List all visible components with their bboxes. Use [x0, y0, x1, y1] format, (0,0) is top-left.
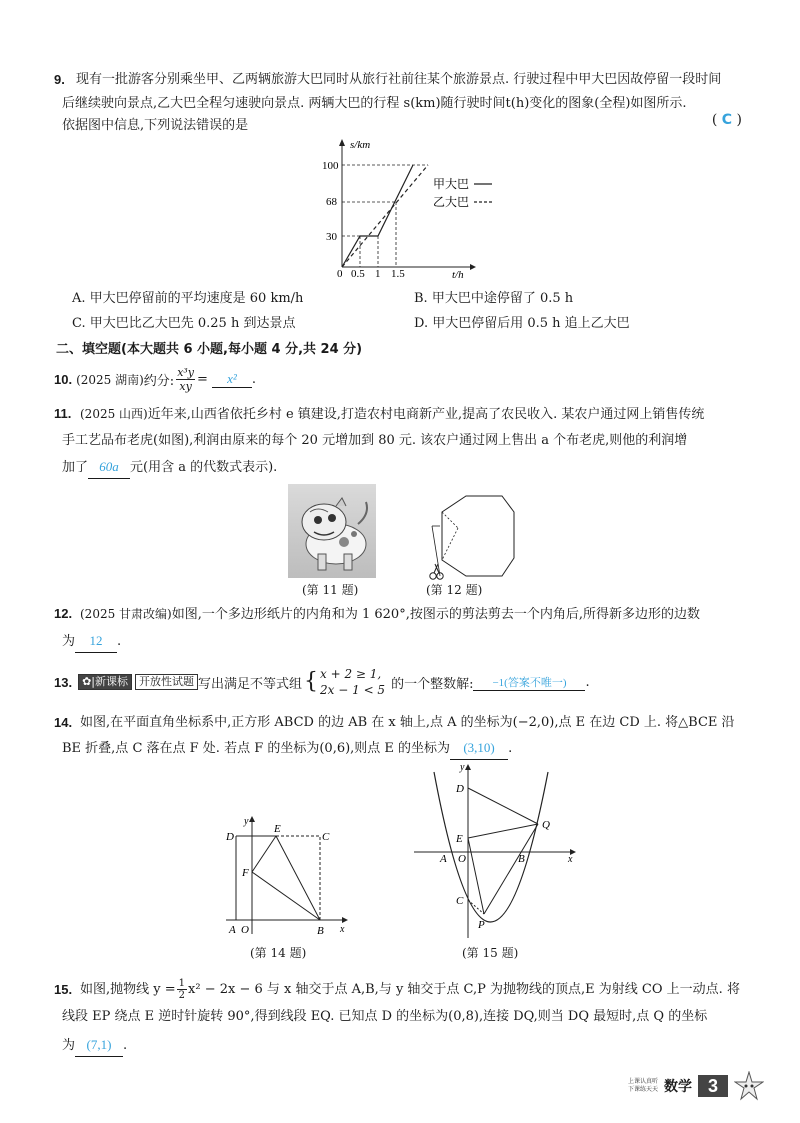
q9-line-jia	[342, 165, 413, 267]
fig14-caption: (第 14 题)	[250, 946, 307, 960]
svg-text:E: E	[456, 833, 463, 845]
q9-line3: 依据图中信息,下列说法错误的是	[62, 118, 249, 133]
q10: 10. (2025 湖南) 约分: $\frac{\text{x³y}}{xy}$ = x² .	[54, 366, 257, 393]
q9-xtick-0: 0	[337, 268, 343, 280]
q9-graph	[320, 136, 520, 284]
svg-text:O: O	[241, 924, 249, 936]
q11-source: (2025 山西)	[80, 407, 148, 421]
footer-slogan-2: 下课练天天	[627, 1086, 658, 1093]
q9-legend-jia: 甲大巴	[433, 177, 470, 191]
q12-line2: 为 12 .	[62, 631, 760, 653]
svg-text:x: x	[568, 854, 573, 865]
section-2-heading: 二、填空题(本大题共 6 小题,每小题 4 分,共 24 分)	[56, 342, 363, 357]
q12-source: (2025 甘肃改编)	[80, 607, 172, 621]
q15-number: 15.	[54, 981, 73, 997]
footer-slogan-1: 上课认真听	[627, 1078, 658, 1085]
q9-line2: 后继续驶向景点,乙大巴全程匀速驶向景点. 两辆大巴的行程 s(km)随行驶时间t(h)变化的图象(全程)如图所示.	[62, 96, 687, 111]
q12-number: 12.	[54, 606, 73, 621]
q9-ytick-30: 30	[326, 231, 337, 243]
svg-text:B: B	[317, 925, 324, 937]
q14-answer: (3,10)	[463, 740, 495, 755]
q14-line2: BE 折叠,点 C 落在点 F 处. 若点 F 的坐标为(0,6),则点 E 的坐标为 (3,10) .	[62, 738, 760, 760]
tag-open-question: 开放性试题	[135, 674, 198, 690]
q11-line1: 11. (2025 山西)近年来,山西省依托乡村 e 镇建设,打造农村电商新产业,提高了农民收入. 某农户通过网上销售传统	[54, 406, 705, 422]
q10-answer: x²	[227, 371, 237, 386]
q15-line3: 为 (7,1) .	[62, 1035, 760, 1057]
q10-source: (2025 湖南)	[76, 373, 144, 387]
q9-x-label: t/h	[452, 269, 464, 281]
q9-option-b: B. 甲大巴中途停留了 0.5 h	[414, 291, 574, 306]
q13-number: 13.	[54, 674, 73, 690]
q9-line1: 9. 现有一批游客分别乘坐甲、乙两辆旅游大巴同时从旅行社前往某个旅游景点. 行驶过程中甲大巴因故停留一段时间	[62, 70, 760, 90]
q15-line2: 线段 EP 绕点 E 逆时针旋转 90°,得到线段 EQ. 已知点 D 的坐标为(0,8),连接 DQ,则当 DQ 最短时,点 Q 的坐标	[62, 1009, 708, 1024]
svg-text:O: O	[458, 853, 466, 865]
fig15-parabola-diagram	[412, 762, 582, 944]
q13: 13. ✿|新课标 开放性试题 写出满足不等式组 { x + 2 ≥ 1, 2x − 1 < 5 的一个整数解: −1(答案不唯一) .	[54, 667, 590, 697]
svg-text:D: D	[456, 783, 464, 795]
cloth-tiger-figure	[288, 484, 376, 578]
svg-text:F: F	[242, 867, 249, 879]
tag-new-standard: ✿|新课标	[78, 674, 132, 690]
q11-number: 11.	[54, 406, 72, 421]
tiger-photo	[288, 484, 376, 578]
fig11-caption: (第 11 题)	[302, 583, 359, 597]
svg-text:E: E	[274, 823, 281, 835]
q13-inequality-system: x + 2 ≥ 1, 2x − 1 < 5	[320, 667, 386, 697]
q12-answer: 12	[89, 633, 103, 648]
q9-xtick-15: 1.5	[391, 268, 405, 280]
svg-text:y: y	[244, 816, 249, 827]
q9-answer: C	[721, 112, 733, 128]
q13-answer: −1(答案不唯一)	[492, 676, 567, 689]
q9-option-a: A. 甲大巴停留前的平均速度是 60 km/h	[72, 291, 304, 306]
q10-number: 10.	[54, 372, 73, 387]
q9-option-c: C. 甲大巴比乙大巴先 0.25 h 到达景点	[72, 316, 296, 331]
svg-text:A: A	[229, 924, 236, 936]
q11-line3: 加了 60a 元(用含 a 的代数式表示).	[62, 457, 760, 479]
q9-number: 9.	[54, 72, 65, 87]
fig12-caption: (第 12 题)	[426, 583, 483, 597]
q14-number: 14.	[54, 715, 73, 730]
q9-ytick-100: 100	[322, 160, 339, 172]
q9-legend-yi: 乙大巴	[433, 195, 470, 209]
q11-line2: 手工艺品布老虎(如图),利润由原来的每个 20 元增加到 80 元. 该农户通过网上售出 a 个布老虎,则他的利润增	[62, 433, 688, 448]
fig15-caption: (第 15 题)	[462, 946, 519, 960]
fig12-polygon	[418, 484, 528, 584]
q9-y-label: s/km	[350, 139, 371, 151]
svg-text:C: C	[456, 895, 464, 907]
q15-fraction: $\frac{1}{2}$	[178, 978, 186, 1001]
q9-answer-paren: ( C )	[711, 112, 742, 128]
svg-text:C: C	[322, 831, 330, 843]
svg-text:A: A	[440, 853, 447, 865]
svg-text:P: P	[478, 919, 485, 931]
q14-line1: 14. 如图,在平面直角坐标系中,正方形 ABCD 的边 AB 在 x 轴上,点 A 的坐标为(−2,0),点 E 在边 CD 上. 将△BCE 沿	[62, 713, 760, 733]
q9-xtick-05: 0.5	[351, 268, 365, 280]
q10-text: 约分:	[143, 374, 175, 389]
q10-fraction: $\frac{\text{x³y}}{xy}$	[177, 366, 195, 393]
q15-line1: 15. 如图,抛物线 y = $\frac{1}{2}$ x² − 2x − 6 与 x 轴交于点 A,B,与 y 轴交于点 C,P 为抛物线的顶点,E 为射线 CO 上一动点. 将	[54, 978, 740, 1001]
q12-line1: 12. (2025 甘肃改编)如图,一个多边形纸片的内角和为 1 620°,按图示的剪法剪去一个内角后,所得新多边形的边数	[54, 606, 700, 622]
q11-answer: 60a	[99, 459, 119, 474]
svg-text:x: x	[340, 924, 345, 935]
svg-text:y: y	[460, 762, 465, 773]
page-number: 3	[698, 1075, 728, 1097]
page-footer	[628, 1071, 764, 1101]
scissors-icon	[430, 564, 443, 579]
q9-option-d: D. 甲大巴停留后用 0.5 h 追上乙大巴	[414, 316, 630, 331]
mascot-star-icon	[734, 1071, 764, 1101]
q15-answer: (7,1)	[86, 1037, 112, 1052]
q9-ytick-68: 68	[326, 196, 337, 208]
fig14-square-diagram	[222, 816, 352, 944]
parabola-curve	[434, 772, 548, 922]
q9-line-yi	[342, 165, 428, 267]
q9-xtick-1: 1	[375, 268, 381, 280]
svg-text:B: B	[518, 853, 525, 865]
svg-text:Q: Q	[542, 819, 550, 831]
svg-text:D: D	[226, 831, 234, 843]
footer-subject: 数学	[663, 1079, 692, 1095]
